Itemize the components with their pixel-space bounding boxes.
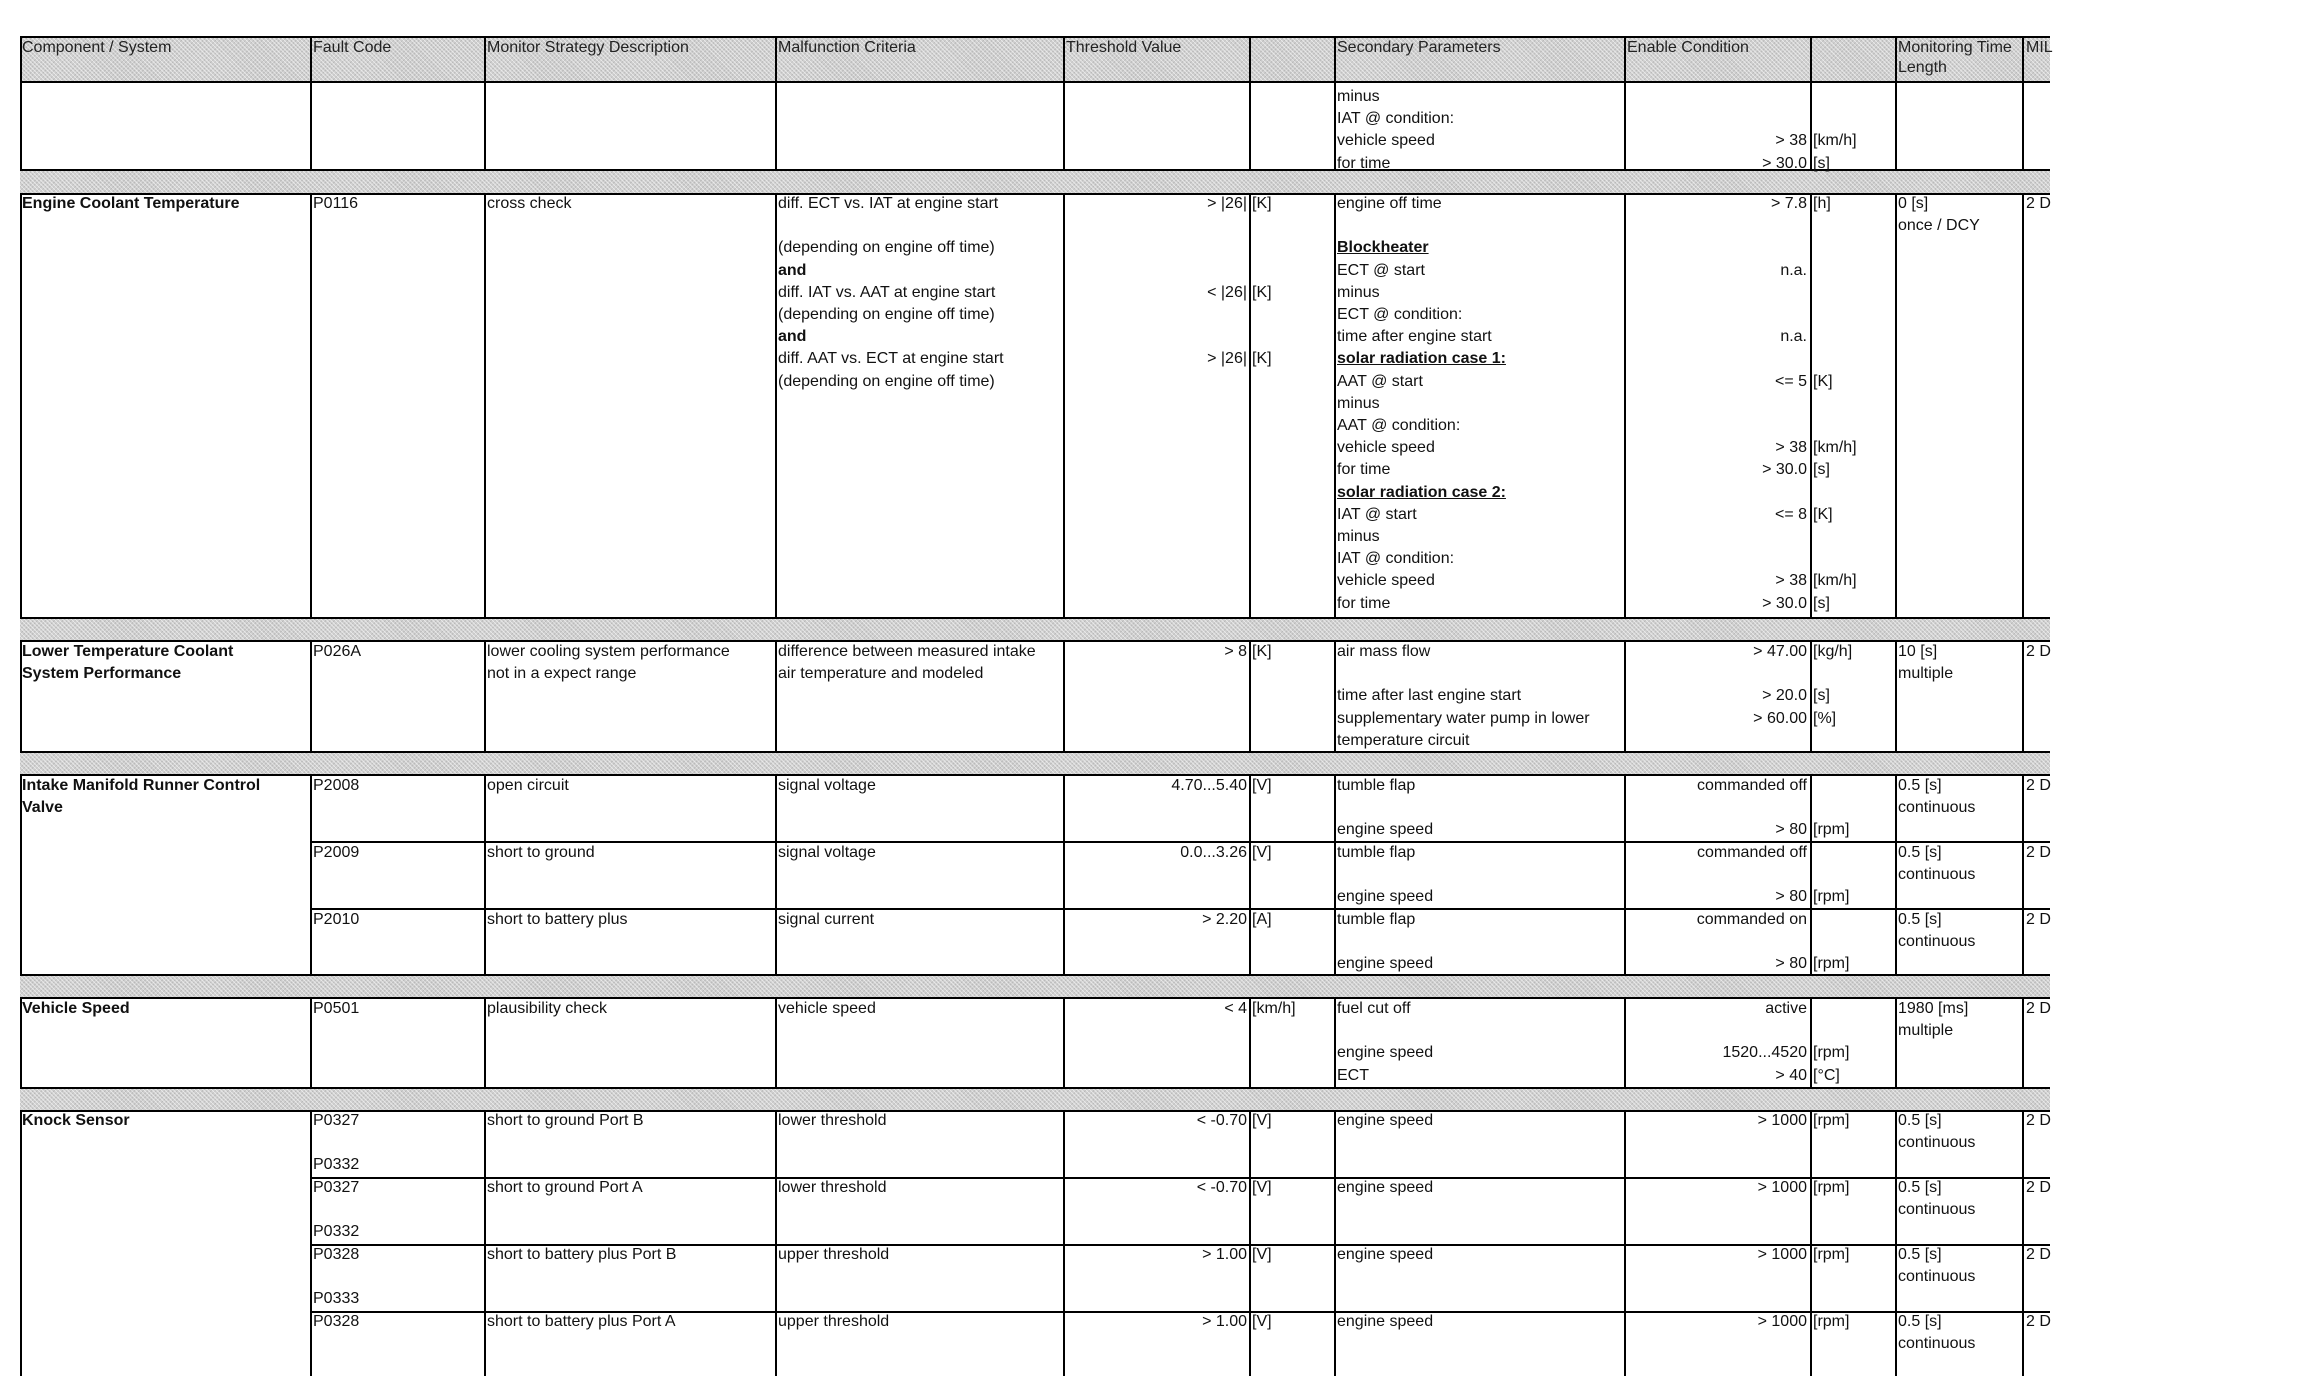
secondary-parameter: tumble flap	[1337, 844, 1416, 861]
enable-condition-value: > 30.0	[1762, 154, 1807, 172]
threshold-unit: [V]	[1252, 777, 1272, 794]
component-name: Lower Temperature Coolant	[22, 643, 234, 660]
column-header: MIL	[2026, 39, 2053, 56]
enable-condition-unit: [rpm]	[1813, 1112, 1850, 1129]
enable-unit-divider	[1810, 998, 1812, 1088]
secondary-parameter: engine speed	[1337, 1246, 1434, 1263]
block-separator	[20, 975, 2050, 998]
threshold-unit: [V]	[1252, 1179, 1272, 1196]
secondary-parameter: minus	[1337, 528, 1380, 545]
monitor-strategy: not in a expect range	[487, 665, 637, 683]
enable-condition-value: > 30.0	[1762, 594, 1807, 612]
threshold-unit-divider	[1249, 641, 1251, 752]
column-divider	[310, 82, 312, 170]
separator-border	[20, 617, 2050, 619]
column-header: Malfunction Criteria	[778, 39, 916, 56]
secondary-parameter: engine off time	[1337, 195, 1442, 212]
column-divider	[1063, 82, 1065, 170]
malfunction-criteria: (depending on engine off time)	[778, 306, 995, 323]
fault-code: P0501	[313, 1000, 360, 1017]
column-header: Fault Code	[313, 39, 392, 56]
column-divider	[310, 775, 312, 975]
fault-code: P0333	[313, 1290, 360, 1308]
threshold-value: > 1.00	[1202, 1313, 1247, 1330]
mil-illumination: 2 D	[2026, 195, 2051, 212]
fault-code: P0327	[313, 1179, 360, 1196]
malfunction-criteria: (depending on engine off time)	[778, 239, 995, 257]
column-divider	[484, 82, 486, 170]
enable-condition-value: > 80	[1775, 821, 1807, 839]
mil-illumination: 2 D	[2026, 1313, 2051, 1330]
enable-condition-unit: [h]	[1813, 195, 1831, 212]
malfunction-criteria: difference between measured intake	[778, 643, 1036, 660]
column-header: Monitoring Time Length	[1898, 39, 2012, 76]
monitoring-time-length: continuous	[1898, 1335, 1976, 1353]
component-name: Knock Sensor	[22, 1112, 130, 1129]
fault-code: P0332	[313, 1156, 360, 1174]
threshold-value: > |26|	[1207, 350, 1247, 368]
column-divider	[775, 775, 777, 975]
secondary-parameter: time after last engine start	[1337, 687, 1522, 705]
component-name: System Performance	[22, 665, 182, 683]
enable-condition-value: > 80	[1775, 955, 1807, 973]
enable-condition-unit: [%]	[1813, 709, 1837, 727]
threshold-value: > 2.20	[1202, 911, 1247, 928]
monitoring-time-length: continuous	[1898, 1201, 1976, 1219]
enable-condition-value: 1520...4520	[1722, 1044, 1807, 1062]
enable-condition-value: > 47.00	[1753, 643, 1807, 660]
mil-illumination: 2 D	[2026, 844, 2051, 861]
header-column-divider	[1624, 37, 1626, 82]
header-column-divider	[1810, 37, 1812, 82]
enable-condition-value: commanded off	[1697, 777, 1807, 794]
threshold-value: > 8	[1224, 643, 1247, 660]
fault-code: P0328	[313, 1246, 360, 1263]
monitoring-time-length: 0 [s]	[1898, 195, 1929, 212]
threshold-unit: [km/h]	[1252, 1000, 1296, 1017]
component-name: Valve	[22, 799, 63, 817]
secondary-parameter: solar radiation case 2:	[1337, 483, 1506, 501]
threshold-unit: [V]	[1252, 1313, 1272, 1330]
secondary-parameter: air mass flow	[1337, 643, 1431, 660]
monitor-strategy: short to battery plus	[487, 911, 628, 928]
monitor-strategy: short to ground Port B	[487, 1112, 644, 1129]
enable-condition-value: > 1000	[1757, 1246, 1807, 1263]
enable-condition-value: > 1000	[1757, 1179, 1807, 1196]
secondary-parameter: ECT @ condition:	[1337, 306, 1463, 323]
enable-condition-value: > 7.8	[1770, 195, 1807, 212]
column-header: Secondary Parameters	[1337, 39, 1501, 56]
enable-condition-unit: [kg/h]	[1813, 643, 1853, 660]
column-divider	[1334, 82, 1336, 170]
column-divider	[310, 194, 312, 618]
secondary-parameter: tumble flap	[1337, 777, 1416, 794]
enable-condition-unit: [km/h]	[1813, 572, 1857, 590]
header-column-divider	[310, 37, 312, 82]
column-divider	[775, 998, 777, 1088]
header-column-divider	[1063, 37, 1065, 82]
threshold-value: < -0.70	[1196, 1112, 1247, 1129]
enable-condition-value: commanded on	[1696, 911, 1807, 928]
column-divider	[1895, 775, 1897, 975]
enable-condition-unit: [s]	[1813, 687, 1830, 705]
malfunction-criteria: vehicle speed	[778, 1000, 876, 1017]
secondary-parameter: time after engine start	[1337, 328, 1492, 346]
secondary-parameter: minus	[1337, 394, 1380, 412]
column-divider	[1624, 775, 1626, 975]
column-divider	[1063, 775, 1065, 975]
column-divider	[775, 641, 777, 752]
monitoring-time-length: 0.5 [s]	[1898, 1313, 1942, 1330]
fault-code: P0332	[313, 1223, 360, 1241]
secondary-parameter: tumble flap	[1337, 911, 1416, 928]
monitor-strategy: lower cooling system performance	[487, 643, 730, 660]
secondary-parameter: engine speed	[1337, 955, 1434, 973]
mil-illumination: 2 D	[2026, 643, 2051, 660]
monitoring-time-length: once / DCY	[1898, 217, 1980, 235]
monitoring-time-length: 0.5 [s]	[1898, 911, 1942, 928]
fault-code: P0327	[313, 1112, 360, 1129]
secondary-parameter: vehicle speed	[1337, 572, 1435, 590]
secondary-parameter: AAT @ condition:	[1337, 417, 1461, 434]
column-divider	[310, 998, 312, 1088]
secondary-parameter: solar radiation case 1:	[1337, 350, 1506, 368]
fault-code: P2009	[313, 844, 360, 861]
enable-condition-value: > 1000	[1757, 1112, 1807, 1129]
component-name: Intake Manifold Runner Control	[22, 777, 261, 794]
enable-condition-value: > 30.0	[1762, 461, 1807, 479]
threshold-unit-divider	[1249, 775, 1251, 975]
secondary-parameter: engine speed	[1337, 1044, 1434, 1062]
column-header: Threshold Value	[1066, 39, 1182, 56]
enable-condition-value: <= 8	[1774, 505, 1807, 523]
monitoring-time-length: continuous	[1898, 1268, 1976, 1286]
fault-code: P2010	[313, 911, 360, 928]
enable-condition-unit: [°C]	[1813, 1066, 1840, 1084]
mil-illumination: 2 D	[2026, 1246, 2051, 1263]
threshold-value: < 4	[1224, 1000, 1247, 1017]
threshold-unit-divider	[1249, 82, 1251, 170]
column-divider	[2022, 82, 2024, 170]
malfunction-criteria: (depending on engine off time)	[778, 372, 995, 390]
enable-condition-value: > 38	[1775, 439, 1807, 457]
secondary-parameter: vehicle speed	[1337, 439, 1435, 457]
fault-code: P0116	[313, 195, 359, 212]
enable-condition-unit: [km/h]	[1813, 439, 1857, 457]
fault-code: P2008	[313, 777, 360, 794]
secondary-parameter: engine speed	[1337, 821, 1434, 839]
fault-code: P0328	[313, 1313, 360, 1330]
enable-unit-divider	[1810, 775, 1812, 975]
threshold-value: 0.0...3.26	[1180, 844, 1247, 861]
enable-condition-unit: [K]	[1813, 372, 1833, 390]
malfunction-criteria: signal voltage	[778, 777, 876, 794]
secondary-parameter: engine speed	[1337, 1112, 1434, 1129]
block-separator	[20, 618, 2050, 641]
monitoring-time-length: continuous	[1898, 1134, 1976, 1152]
malfunction-criteria: upper threshold	[778, 1246, 890, 1263]
mil-illumination: 2 D	[2026, 1112, 2051, 1129]
column-divider	[20, 82, 22, 170]
column-header: Enable Condition	[1627, 39, 1749, 56]
enable-condition-value: <= 5	[1774, 372, 1807, 390]
column-divider	[1895, 641, 1897, 752]
malfunction-criteria: and	[778, 261, 807, 279]
secondary-parameter: AAT @ start	[1337, 372, 1423, 390]
secondary-parameter: engine speed	[1337, 1179, 1434, 1196]
enable-condition-unit: [km/h]	[1813, 132, 1857, 150]
column-header: Component / System	[22, 39, 172, 56]
malfunction-criteria: diff. IAT vs. AAT at engine start	[778, 283, 996, 301]
secondary-parameter: vehicle speed	[1337, 132, 1435, 150]
mil-illumination: 2 D	[2026, 777, 2051, 794]
secondary-parameter: temperature circuit	[1337, 731, 1470, 749]
column-divider	[484, 641, 486, 752]
column-divider	[1624, 194, 1626, 618]
secondary-parameter: engine speed	[1337, 888, 1434, 906]
header-column-divider	[20, 37, 22, 82]
secondary-parameter: ECT	[1337, 1066, 1369, 1084]
threshold-unit: [K]	[1252, 643, 1272, 660]
header-column-divider	[1249, 37, 1251, 82]
column-divider	[1895, 194, 1897, 618]
enable-condition-unit: [rpm]	[1813, 1246, 1850, 1263]
block-separator	[20, 1088, 2050, 1111]
secondary-parameter: ECT @ start	[1337, 261, 1425, 279]
malfunction-criteria: lower threshold	[778, 1179, 887, 1196]
column-divider	[1334, 194, 1336, 618]
mil-illumination: 2 D	[2026, 911, 2051, 928]
threshold-value: < -0.70	[1196, 1179, 1247, 1196]
enable-condition-unit: [rpm]	[1813, 888, 1850, 906]
monitoring-time-length: multiple	[1898, 665, 1954, 683]
enable-condition-value: > 38	[1775, 572, 1807, 590]
threshold-value: < |26|	[1207, 283, 1247, 301]
malfunction-criteria: signal voltage	[778, 844, 876, 861]
header-column-divider	[775, 37, 777, 82]
separator-border	[20, 751, 2050, 753]
column-divider	[775, 194, 777, 618]
enable-condition-unit: [K]	[1813, 505, 1833, 523]
column-divider	[2022, 194, 2024, 618]
monitoring-time-length: 0.5 [s]	[1898, 777, 1942, 794]
column-divider	[20, 194, 22, 618]
secondary-parameter: engine speed	[1337, 1313, 1434, 1330]
enable-condition-value: n.a.	[1780, 261, 1807, 279]
block-separator	[20, 752, 2050, 775]
malfunction-criteria: diff. ECT vs. IAT at engine start	[778, 195, 999, 212]
column-divider	[1334, 998, 1336, 1088]
header-top-border	[20, 36, 2050, 38]
malfunction-criteria: signal current	[778, 911, 875, 928]
threshold-unit: [K]	[1252, 283, 1272, 301]
monitoring-time-length: 0.5 [s]	[1898, 1179, 1942, 1196]
secondary-parameter: IAT @ condition:	[1337, 110, 1455, 128]
monitor-strategy: plausibility check	[487, 1000, 608, 1017]
secondary-parameter: Blockheater	[1337, 239, 1429, 257]
enable-condition-unit: [s]	[1813, 594, 1830, 612]
column-divider	[1334, 641, 1336, 752]
secondary-parameter: IAT @ condition:	[1337, 550, 1455, 568]
enable-condition-value: active	[1765, 1000, 1807, 1017]
enable-condition-value: > 40	[1775, 1066, 1807, 1084]
enable-condition-unit: [rpm]	[1813, 1179, 1850, 1196]
column-header: Monitor Strategy Description	[487, 39, 689, 56]
monitor-strategy: open circuit	[487, 777, 569, 794]
threshold-value: > 1.00	[1202, 1246, 1247, 1263]
monitoring-time-length: continuous	[1898, 933, 1976, 951]
column-divider	[775, 82, 777, 170]
monitoring-time-length: 0.5 [s]	[1898, 1246, 1942, 1263]
secondary-parameter: minus	[1337, 88, 1380, 105]
secondary-parameter: for time	[1337, 594, 1391, 612]
header-bottom-border	[20, 81, 2050, 83]
monitoring-time-length: 0.5 [s]	[1898, 844, 1942, 861]
secondary-parameter: IAT @ start	[1337, 505, 1417, 523]
enable-condition-value: commanded off	[1697, 844, 1807, 861]
threshold-unit-divider	[1249, 194, 1251, 618]
fault-code: P026A	[313, 643, 362, 660]
malfunction-criteria: and	[778, 328, 807, 346]
column-divider	[310, 641, 312, 752]
threshold-unit: [V]	[1252, 1112, 1272, 1129]
column-divider	[1895, 82, 1897, 170]
monitoring-time-length: 1980 [ms]	[1898, 1000, 1969, 1017]
column-divider	[1063, 194, 1065, 618]
enable-condition-value: > 1000	[1757, 1313, 1807, 1330]
monitor-strategy: cross check	[487, 195, 572, 212]
secondary-parameter: minus	[1337, 283, 1380, 301]
malfunction-criteria: upper threshold	[778, 1313, 890, 1330]
enable-unit-divider	[1810, 641, 1812, 752]
enable-condition-unit: [rpm]	[1813, 1313, 1850, 1330]
secondary-parameter: supplementary water pump in lower	[1337, 709, 1590, 727]
monitoring-time-length: continuous	[1898, 799, 1976, 817]
enable-condition-value: > 60.00	[1753, 709, 1807, 727]
threshold-value: 4.70...5.40	[1171, 777, 1247, 794]
malfunction-criteria: air temperature and modeled	[778, 665, 984, 683]
enable-condition-unit: [s]	[1813, 461, 1830, 479]
enable-condition-unit: [rpm]	[1813, 955, 1850, 973]
column-divider	[484, 998, 486, 1088]
malfunction-criteria: lower threshold	[778, 1112, 887, 1129]
enable-condition-unit: [rpm]	[1813, 821, 1850, 839]
monitor-strategy: short to ground	[487, 844, 595, 861]
secondary-parameter: fuel cut off	[1337, 1000, 1411, 1017]
mil-illumination: 2 D	[2026, 1000, 2051, 1017]
enable-condition-value: > 38	[1775, 132, 1807, 150]
malfunction-criteria: diff. AAT vs. ECT at engine start	[778, 350, 1004, 368]
column-divider	[484, 194, 486, 618]
secondary-parameter: for time	[1337, 154, 1391, 172]
enable-condition-value: > 20.0	[1762, 687, 1807, 705]
enable-unit-divider	[1810, 82, 1812, 170]
threshold-unit: [K]	[1252, 350, 1272, 368]
separator-border	[20, 1087, 2050, 1089]
monitoring-time-length: multiple	[1898, 1022, 1954, 1040]
threshold-unit: [K]	[1252, 195, 1272, 212]
monitoring-time-length: 0.5 [s]	[1898, 1112, 1942, 1129]
column-divider	[20, 1111, 22, 1376]
threshold-value: > |26|	[1207, 195, 1247, 212]
monitor-strategy: short to ground Port A	[487, 1179, 643, 1196]
monitoring-time-length: 10 [s]	[1898, 643, 1938, 660]
enable-unit-divider	[1810, 194, 1812, 618]
threshold-unit: [V]	[1252, 844, 1272, 861]
mil-illumination: 2 D	[2026, 1179, 2051, 1196]
secondary-parameter: for time	[1337, 461, 1391, 479]
threshold-unit-divider	[1249, 998, 1251, 1088]
monitoring-time-length: continuous	[1898, 866, 1976, 884]
enable-condition-value: > 80	[1775, 888, 1807, 906]
monitor-strategy: short to battery plus Port B	[487, 1246, 677, 1263]
header-column-divider	[1895, 37, 1897, 82]
enable-condition-unit: [s]	[1813, 154, 1830, 172]
threshold-unit: [V]	[1252, 1246, 1272, 1263]
threshold-unit: [A]	[1252, 911, 1272, 928]
column-divider	[484, 775, 486, 975]
enable-condition-unit: [rpm]	[1813, 1044, 1850, 1062]
component-name: Vehicle Speed	[22, 1000, 130, 1017]
header-column-divider	[2022, 37, 2024, 82]
enable-condition-value: n.a.	[1780, 328, 1807, 346]
header-column-divider	[1334, 37, 1336, 82]
component-name: Engine Coolant Temperature	[22, 195, 240, 212]
monitor-strategy: short to battery plus Port A	[487, 1313, 676, 1330]
column-divider	[1895, 998, 1897, 1088]
header-column-divider	[484, 37, 486, 82]
column-divider	[1334, 775, 1336, 975]
